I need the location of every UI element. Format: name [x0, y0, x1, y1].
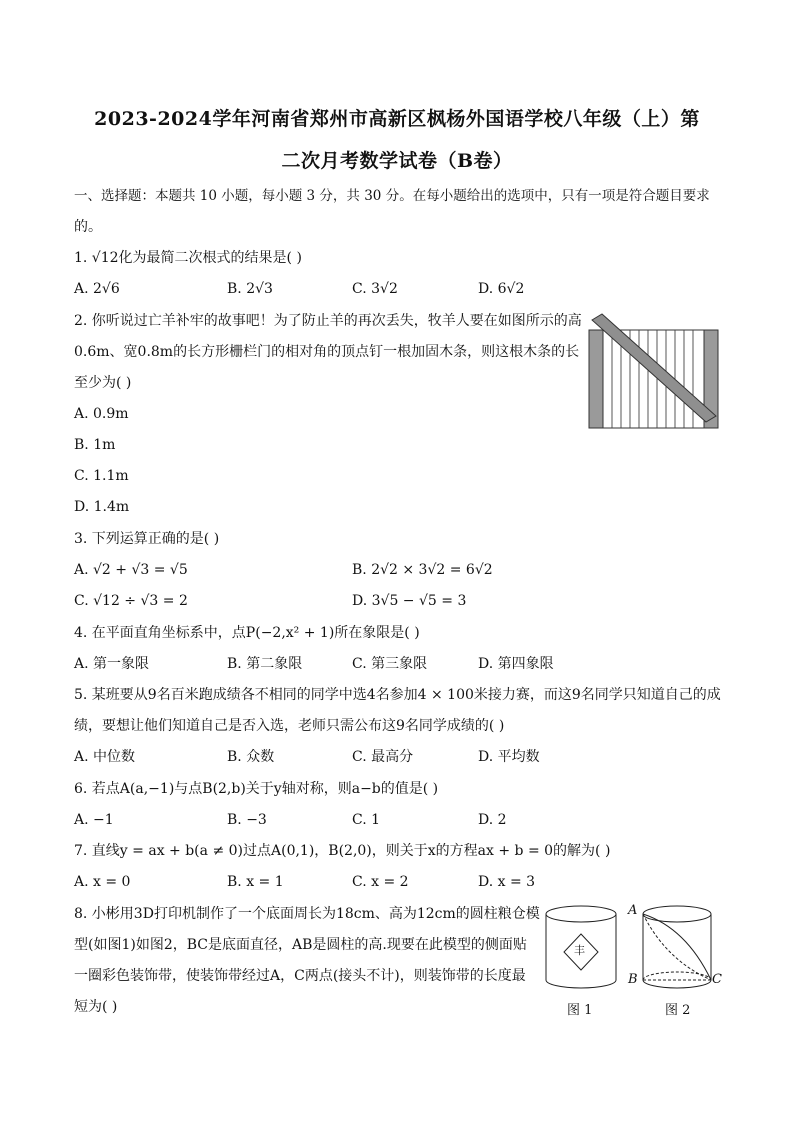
- fence-gate-figure: [588, 312, 720, 432]
- fig1-caption: 图 1: [567, 1003, 593, 1018]
- q2-line3: 至少为( ): [74, 375, 132, 391]
- q3-option-b: B. 2√2 × 3√2 = 6√2: [352, 562, 493, 578]
- q6-option-b: B. −3: [227, 812, 267, 828]
- q6-stem: 6. 若点A(a,−1)与点B(2,b)关于y轴对称，则a−b的值是( ): [74, 781, 439, 797]
- q1-option-a: A. 2√6: [74, 281, 120, 297]
- q3-option-c: C. √12 ÷ √3 = 2: [74, 593, 188, 609]
- q4-stem: 4. 在平面直角坐标系中，点P(−2,x² + 1)所在象限是( ): [74, 625, 420, 641]
- fig1-label-char: 丰: [574, 944, 585, 957]
- q4-option-c: C. 第三象限: [352, 656, 428, 672]
- cylinder-figure-2: [636, 904, 718, 994]
- q5-line1: 5. 某班要从9名百米跑成绩各不相同的同学中选4名参加4 × 100米接力赛，而这9名同学只知道自己的成: [74, 687, 721, 703]
- q8-line2: 型(如图1)如图2，BC是底面直径，AB是圆柱的高.现要在此模型的侧面贴: [74, 937, 527, 953]
- exam-title-line2: 二次月考数学试卷（B卷）: [281, 150, 513, 172]
- q4-option-a: A. 第一象限: [74, 656, 150, 672]
- q5-option-a: A. 中位数: [74, 749, 136, 765]
- q5-option-b: B. 众数: [227, 749, 275, 765]
- q8-line3: 一圈彩色装饰带，使装饰带经过A，C两点(接头不计)，则装饰带的长度最: [74, 968, 526, 984]
- q4-option-b: B. 第二象限: [227, 656, 303, 672]
- q3-option-a: A. √2 + √3 = √5: [74, 562, 188, 578]
- q4-option-d: D. 第四象限: [478, 656, 554, 672]
- point-b-label: B: [628, 972, 638, 987]
- q6-option-d: D. 2: [478, 812, 507, 828]
- q1-stem: 1. √12化为最简二次根式的结果是( ): [74, 250, 302, 266]
- q7-stem: 7. 直线y = ax + b(a ≠ 0)过点A(0,1)，B(2,0)，则关于x的方程ax + b = 0的解为( ): [74, 843, 611, 859]
- q1-option-c: C. 3√2: [352, 281, 398, 297]
- q5-option-c: C. 最高分: [352, 749, 414, 765]
- q2-option-b: B. 1m: [74, 437, 116, 453]
- section-instructions-line2: 的。: [74, 219, 102, 235]
- exam-title-line1: 2023-2024学年河南省郑州市高新区枫杨外国语学校八年级（上）第: [94, 108, 700, 130]
- fig2-caption: 图 2: [665, 1003, 691, 1018]
- q3-stem: 3. 下列运算正确的是( ): [74, 531, 220, 547]
- q1-option-d: D. 6√2: [478, 281, 525, 297]
- q1-option-b: B. 2√3: [227, 281, 273, 297]
- q8-line4: 短为( ): [74, 999, 118, 1015]
- q2-option-a: A. 0.9m: [74, 406, 129, 422]
- q5-option-d: D. 平均数: [478, 749, 540, 765]
- q7-option-c: C. x = 2: [352, 874, 409, 890]
- q6-option-c: C. 1: [352, 812, 381, 828]
- q2-option-c: C. 1.1m: [74, 468, 129, 484]
- point-c-label: C: [712, 972, 722, 987]
- q7-option-d: D. x = 3: [478, 874, 536, 890]
- q2-line2: 0.6m、宽0.8m的长方形栅栏门的相对角的顶点钉一根加固木条，则这根木条的长: [74, 344, 580, 360]
- q7-option-b: B. x = 1: [227, 874, 284, 890]
- q2-line1: 2. 你听说过亡羊补牢的故事吧！为了防止羊的再次丢失，牧羊人要在如图所示的高: [74, 313, 582, 329]
- q6-option-a: A. −1: [74, 812, 114, 828]
- q3-option-d: D. 3√5 − √5 = 3: [352, 593, 467, 609]
- q2-option-d: D. 1.4m: [74, 499, 130, 515]
- q5-line2: 绩，要想让他们知道自己是否入选，老师只需公布这9名同学成绩的( ): [74, 718, 505, 734]
- point-a-label: A: [628, 903, 638, 918]
- q7-option-a: A. x = 0: [74, 874, 131, 890]
- q8-line1: 8. 小彬用3D打印机制作了一个底面周长为18cm、高为12cm的圆柱粮仓模: [74, 906, 540, 922]
- section-instructions-line1: 一、选择题：本题共 10 小题，每小题 3 分，共 30 分。在每小题给出的选项中，只有一项是符合题目要求: [74, 188, 710, 204]
